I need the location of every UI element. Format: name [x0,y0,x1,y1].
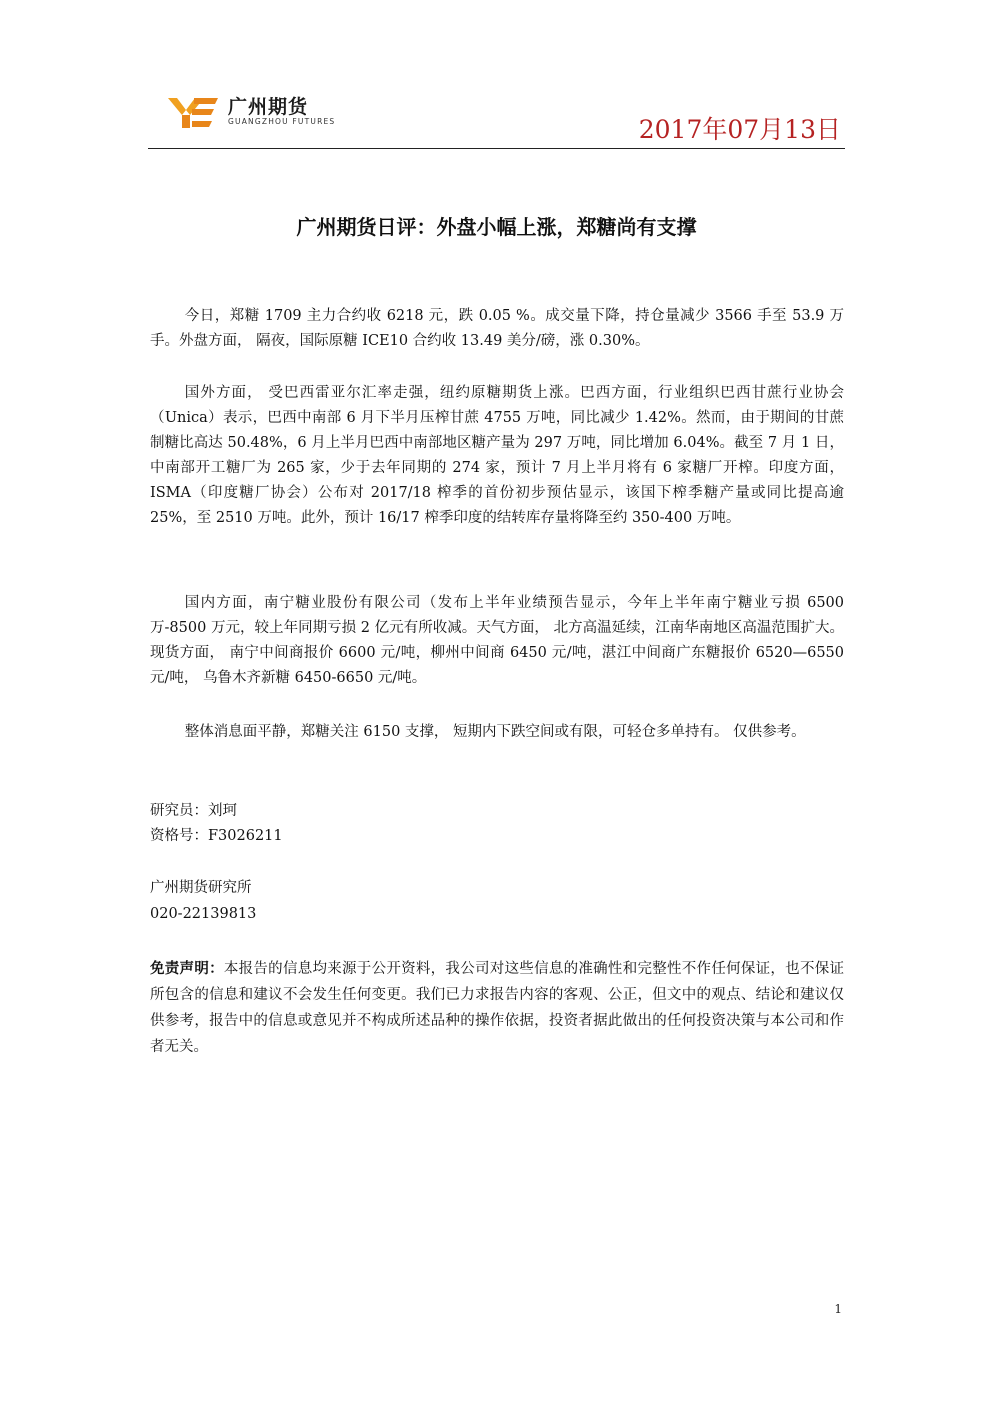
phone-number: 020-22139813 [150,906,257,922]
page-header [148,84,845,149]
disclaimer-text: 本报告的信息均来源于公开资料，我公司对这些信息的准确性和完整性不作任何保证，也不保证所包含的信息和建议不会发生任何变更。我们已力求报告内容的客观、公正，但文中的观点、结论和建议仅供参考，报告中的信息或意见并不构成所述品种的操作依据，投资者据此做出的任何投资决策与本公司和作者无关。 [150,961,844,1055]
paragraph-outlook: 整体消息面平静，郑糖关注 6150 支撑， 短期内下跌空间或有限，可轻仓多单持有。 仅供参考。 [184,724,806,740]
disclaimer [150,956,844,1060]
report-title: 广州期货日评：外盘小幅上涨，郑糖尚有支撑 [296,215,697,239]
disclaimer-label: 免责声明： [150,961,224,977]
guangzhou-futures-logo-icon [168,94,220,130]
license-number: 资格号：F3026211 [150,828,283,844]
report-date: 2017年07月13日 [638,115,841,144]
paragraph-domestic: 国内方面，南宁糖业股份有限公司（发布上半年业绩预告显示，今年上半年南宁糖业亏损 6500 万-8500 万元，较上年同期亏损 2 亿元有所收减。天气方面， 北方高温延续，江南华南地区高温范围扩大。现货方面， 南宁中间商报价 6600 元/吨，柳州中间商 6450 元/吨，湛江中间商广东糖报价 6520—6550 元/吨， 乌鲁木齐新糖 6450-6650 元/吨。 [150,595,844,686]
paragraph-market-summary: 今日，郑糖 1709 主力合约收 6218 元，跌 0.05 %。成交量下降，持仓量减少 3566 手至 53.9 万手。外盘方面， 隔夜，国际原糖 ICE10 合约收 13.49 美分/磅，涨 0.30%。 [150,308,844,349]
researcher-name: 研究员：刘珂 [150,803,237,819]
paragraph-overseas: 国外方面， 受巴西雷亚尔汇率走强，纽约原糖期货上涨。巴西方面，行业组织巴西甘蔗行业协会（Unica）表示，巴西中南部 6 月下半月压榨甘蔗 4755 万吨，同比减少 1.42%。然而，由于期间的甘蔗制糖比高达 50.48%，6 月上半月巴西中南部地区糖产量为 297 万吨，同比增加 6.04%。截至 7 月 1 日，中南部开工糖厂为 265 家，少于去年同期的 274 家，预计 7 月上半月将有 6 家糖厂开榨。印度方面，ISMA（印度糖厂协会）公布对 2017/18 榨季的首份初步预估显示，该国下榨季糖产量或同比提高逾 25%，至 2510 万吨。此外，预计 16/17 榨季印度的结转库存量将降至约 350-400 万吨。 [150,385,844,526]
institute-name: 广州期货研究所 [150,880,252,896]
logo-english-name: GUANGZHOU FUTURES [228,117,336,126]
page-number: 1 [834,1302,842,1316]
company-logo [168,90,358,134]
logo-chinese-name: 广州期货 [228,96,309,118]
